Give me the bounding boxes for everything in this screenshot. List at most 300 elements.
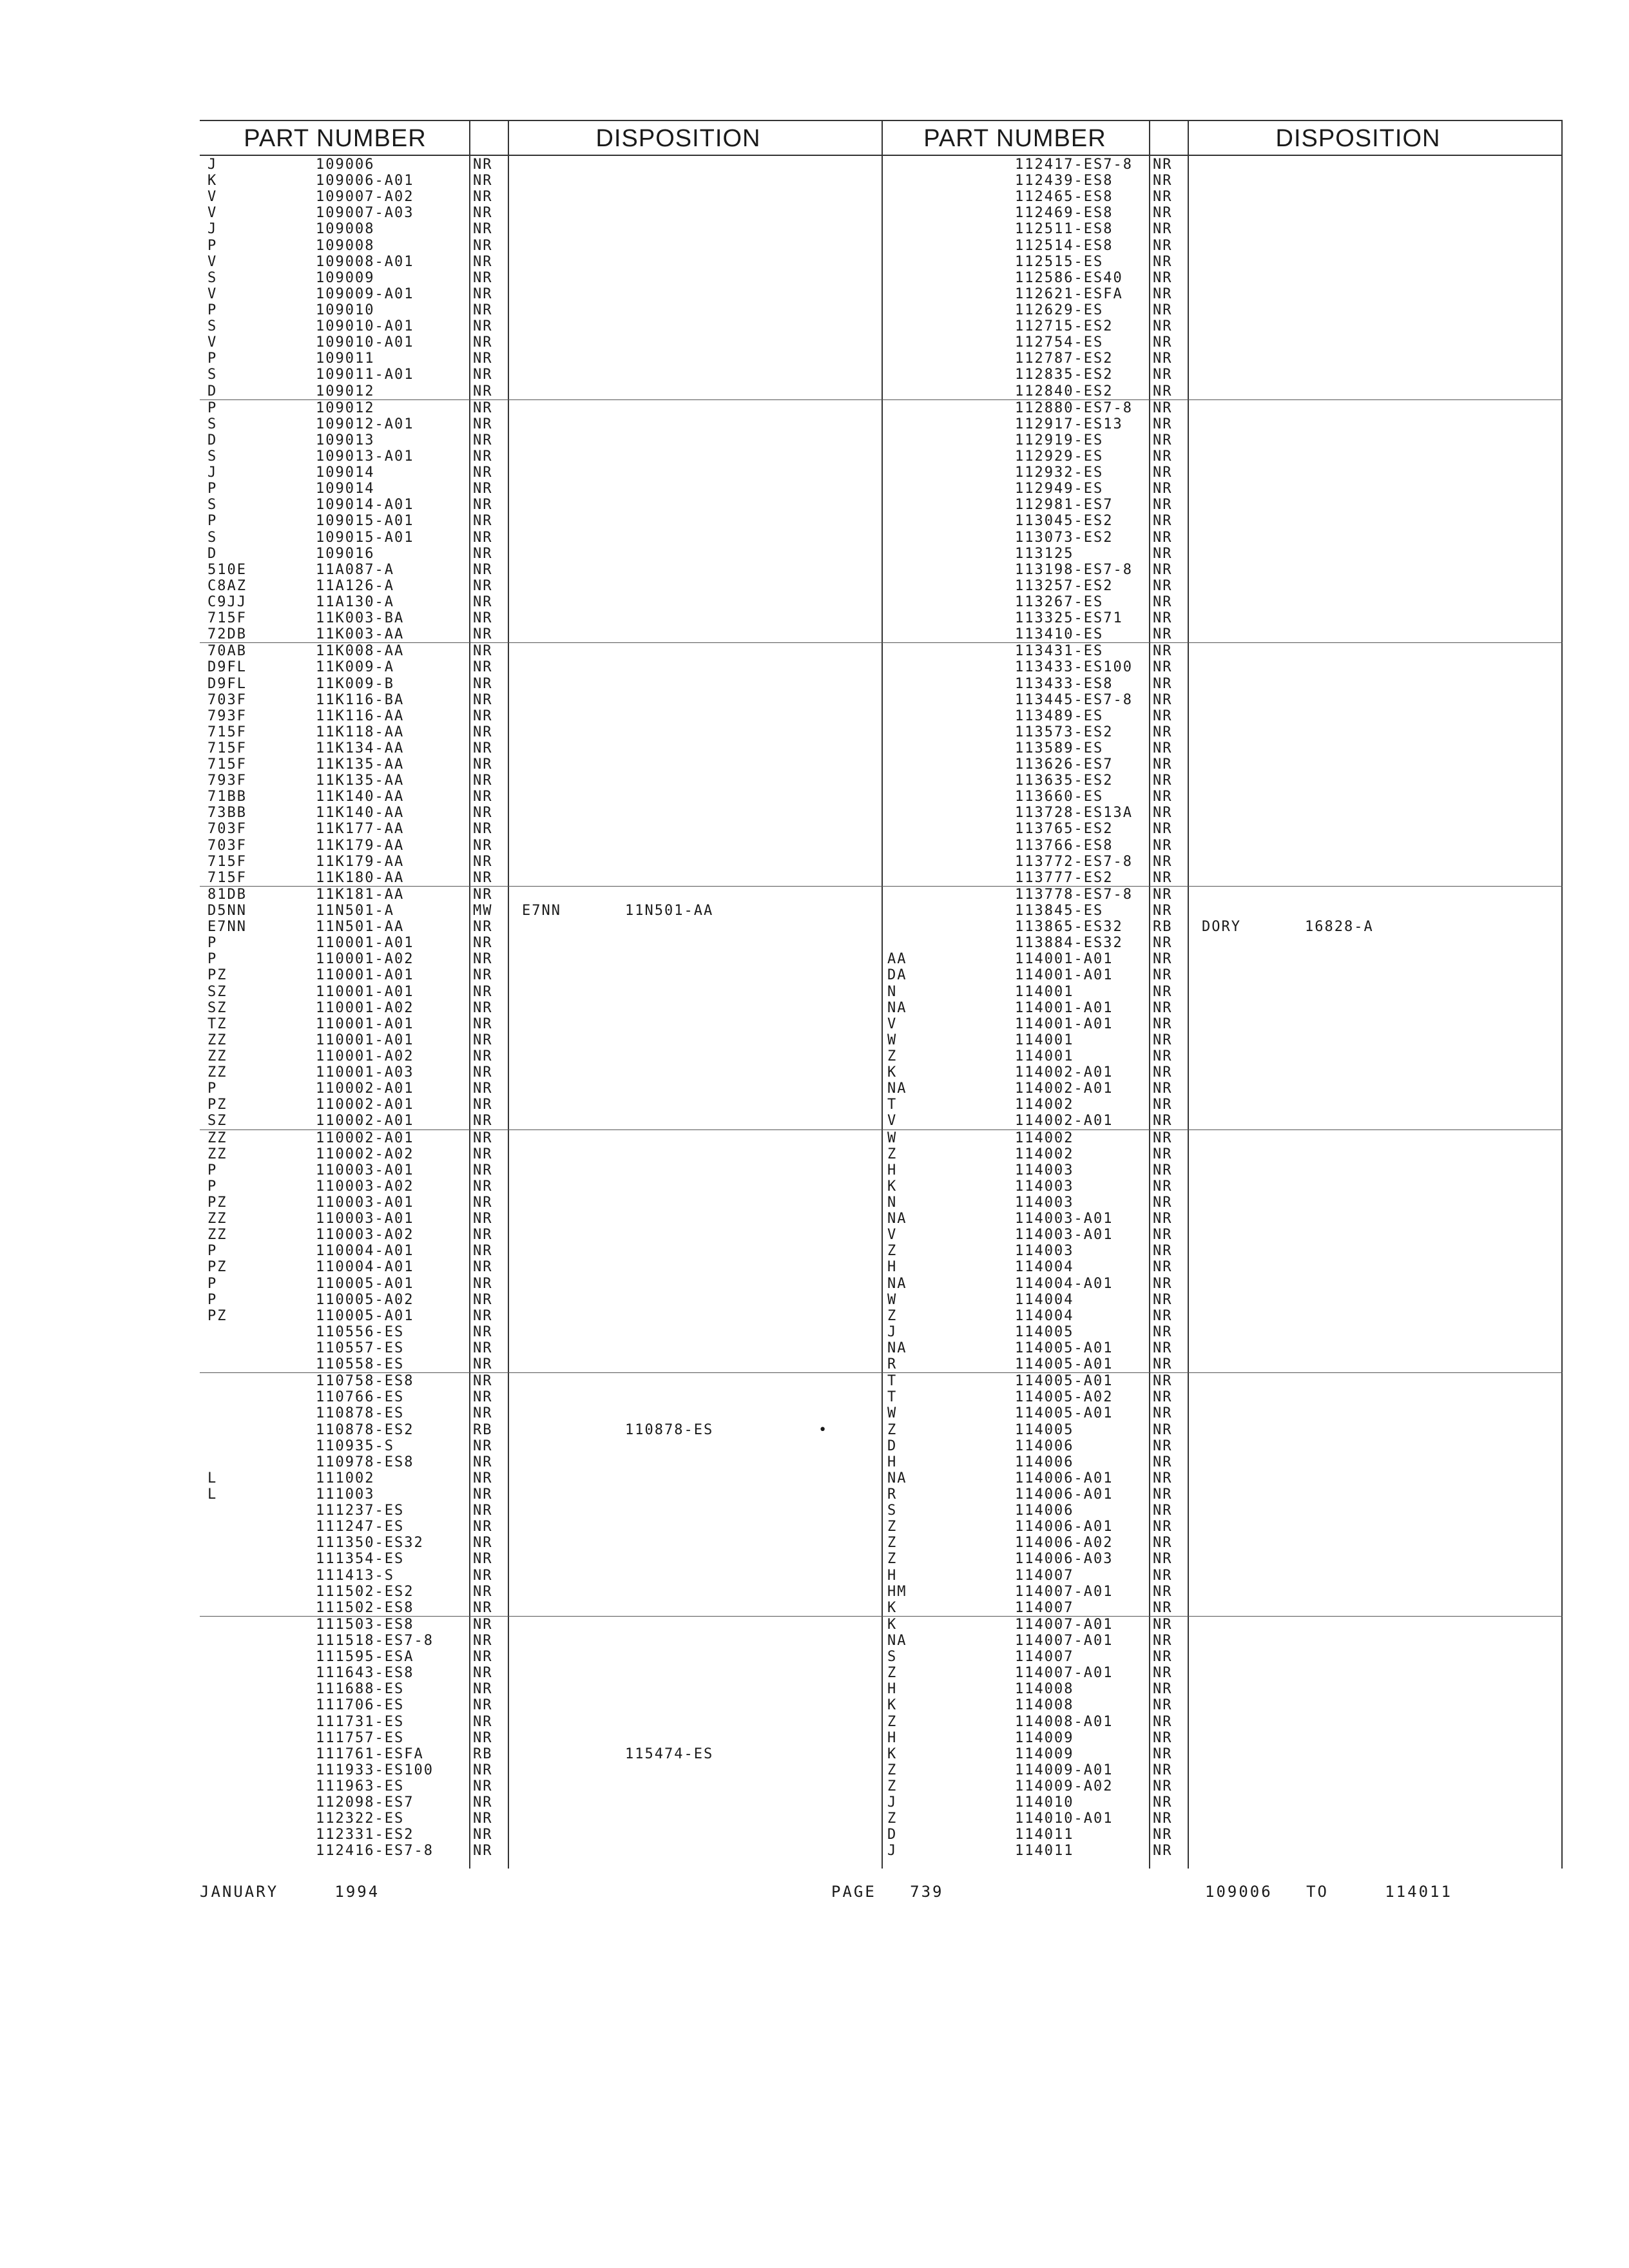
table-row xyxy=(880,1778,1563,1794)
prefix-cell: V xyxy=(887,1227,898,1244)
part-number-cell: 113635-ES2 xyxy=(1015,773,1113,789)
disposition-code-cell: NR xyxy=(473,1340,493,1356)
table-row xyxy=(200,416,883,432)
part-number-cell: 113445-ES7-8 xyxy=(1015,691,1133,708)
part-number-cell: 11K009-B xyxy=(316,675,394,692)
disposition-code-cell: NR xyxy=(1153,773,1173,789)
table-row xyxy=(200,773,883,789)
table-row xyxy=(880,530,1563,546)
part-number-cell: 109008-A01 xyxy=(316,253,414,270)
prefix-cell: S xyxy=(207,269,218,286)
prefix-cell: PZ xyxy=(207,1259,227,1276)
table-row xyxy=(880,1617,1563,1633)
prefix-cell: ZZ xyxy=(207,1048,227,1065)
part-number-cell: 110003-A01 xyxy=(316,1211,414,1227)
part-number-cell: 110005-A01 xyxy=(316,1275,414,1292)
disposition-ref-b-cell: 115474-ES xyxy=(625,1745,714,1762)
table-row xyxy=(200,1259,883,1275)
part-number-cell: 111761-ESFA xyxy=(316,1745,424,1762)
part-number-header: PART NUMBER xyxy=(244,125,427,152)
table-row xyxy=(880,1422,1563,1438)
prefix-cell: PZ xyxy=(207,967,227,984)
table-row xyxy=(880,1584,1563,1600)
disposition-code-cell: NR xyxy=(1153,1827,1173,1843)
disposition-code-cell: NR xyxy=(473,740,493,756)
prefix-cell: C9JJ xyxy=(207,593,247,610)
disposition-code-cell: NR xyxy=(1153,465,1173,481)
disposition-code-cell: NR xyxy=(1153,643,1173,660)
disposition-code-cell: NR xyxy=(473,1551,493,1568)
part-number-cell: 114006-A02 xyxy=(1015,1535,1113,1552)
disposition-code-cell: NR xyxy=(1153,935,1173,952)
disposition-code-cell: NR xyxy=(473,157,493,173)
part-number-cell: 114002-A01 xyxy=(1015,1081,1113,1097)
prefix-cell: 71BB xyxy=(207,789,247,805)
disposition-code-cell: NR xyxy=(1153,1162,1173,1178)
prefix-cell: Z xyxy=(887,1519,898,1535)
disposition-code-cell: NR xyxy=(1153,1421,1173,1438)
table-row xyxy=(880,1146,1563,1162)
disposition-code-cell: NR xyxy=(1153,1259,1173,1276)
disposition-code-cell: NR xyxy=(1153,1811,1173,1827)
header-rule xyxy=(880,155,1563,156)
disposition-code-cell: NR xyxy=(1153,821,1173,838)
prefix-cell: PZ xyxy=(207,1195,227,1211)
table-row xyxy=(200,205,883,221)
disposition-code-cell: NR xyxy=(1153,1713,1173,1730)
disposition-code-cell: NR xyxy=(473,221,493,238)
disposition-code-cell: NR xyxy=(473,1032,493,1048)
part-number-cell: 111503-ES8 xyxy=(316,1616,414,1633)
table-row xyxy=(200,1794,883,1811)
disposition-code-cell: NR xyxy=(1153,1729,1173,1746)
table-row xyxy=(880,1276,1563,1292)
table-row xyxy=(880,1259,1563,1275)
footer-range-to: TO xyxy=(1306,1883,1329,1901)
disposition-code-cell: NR xyxy=(1153,1762,1173,1778)
prefix-cell: K xyxy=(887,1599,898,1616)
table-row xyxy=(880,1762,1563,1778)
prefix-cell: D xyxy=(207,545,218,562)
part-number-cell: 113073-ES2 xyxy=(1015,529,1113,546)
disposition-code-cell: NR xyxy=(473,869,493,886)
table-row xyxy=(880,626,1563,643)
table-row xyxy=(880,578,1563,594)
part-number-cell: 112835-ES2 xyxy=(1015,367,1113,383)
table-row xyxy=(200,789,883,805)
disposition-code-cell: NR xyxy=(1153,789,1173,805)
prefix-cell: T xyxy=(887,1389,898,1406)
prefix-cell: P xyxy=(207,237,218,254)
table-row xyxy=(880,481,1563,497)
table-row xyxy=(200,1843,883,1859)
table-row xyxy=(200,1064,883,1081)
disposition-code-cell: NR xyxy=(473,173,493,189)
part-number-cell: 112331-ES2 xyxy=(316,1827,414,1843)
prefix-cell: ZZ xyxy=(207,1211,227,1227)
disposition-code-cell: NR xyxy=(1153,1048,1173,1065)
disposition-code-cell: NR xyxy=(1153,1340,1173,1356)
table-row xyxy=(200,546,883,562)
prefix-cell: Z xyxy=(887,1665,898,1682)
disposition-code-cell: NR xyxy=(473,481,493,497)
part-number-cell: 114006-A01 xyxy=(1015,1470,1113,1486)
table-row xyxy=(880,270,1563,286)
table-row xyxy=(200,1633,883,1649)
table-row xyxy=(880,773,1563,789)
part-number-cell: 109010-A01 xyxy=(316,318,414,335)
prefix-cell: L xyxy=(207,1470,218,1486)
disposition-code-cell: NR xyxy=(1153,659,1173,676)
disposition-header: DISPOSITION xyxy=(595,125,761,152)
part-number-cell: 110004-A01 xyxy=(316,1259,414,1276)
table-row xyxy=(200,692,883,708)
table-row xyxy=(200,1276,883,1292)
disposition-code-cell: NR xyxy=(473,821,493,838)
disposition-code-cell: NR xyxy=(473,886,493,903)
table-row xyxy=(880,643,1563,659)
prefix-cell: 793F xyxy=(207,773,247,789)
part-number-cell: 114006 xyxy=(1015,1503,1074,1519)
table-row xyxy=(200,448,883,465)
footer-date xyxy=(200,1883,380,1901)
part-number-cell: 111002 xyxy=(316,1470,375,1486)
part-number-cell: 109009 xyxy=(316,269,375,286)
disposition-code-cell: NR xyxy=(1153,983,1173,1000)
part-number-cell: 112514-ES8 xyxy=(1015,237,1113,254)
part-number-cell: 112949-ES xyxy=(1015,481,1104,497)
table-row xyxy=(200,1097,883,1113)
table-row xyxy=(880,1324,1563,1340)
disposition-code-cell: NR xyxy=(1153,1227,1173,1244)
table-row xyxy=(880,789,1563,805)
disposition-code-cell: NR xyxy=(1153,724,1173,740)
table-row xyxy=(880,1568,1563,1584)
disposition-code-cell: NR xyxy=(473,1307,493,1324)
prefix-cell: 715F xyxy=(207,869,247,886)
part-number-cell: 114001-A01 xyxy=(1015,999,1113,1016)
prefix-cell: 715F xyxy=(207,853,247,870)
table-row xyxy=(880,1195,1563,1211)
footer-page-label: PAGE xyxy=(831,1883,876,1901)
part-number-cell: 109006 xyxy=(316,157,375,173)
part-number-cell: 114005-A01 xyxy=(1015,1405,1113,1422)
part-number-cell: 112917-ES13 xyxy=(1015,416,1123,432)
disposition-code-cell: NR xyxy=(473,416,493,432)
disposition-code-cell: NR xyxy=(473,529,493,546)
disposition-code-cell: NR xyxy=(1153,1519,1173,1535)
part-number-cell: 114006 xyxy=(1015,1454,1074,1470)
prefix-cell: E7NN xyxy=(207,919,247,936)
prefix-cell: PZ xyxy=(207,1307,227,1324)
disposition-code-cell: NR xyxy=(1153,302,1173,318)
table-row xyxy=(200,1762,883,1778)
disposition-code-cell: NR xyxy=(1153,1064,1173,1081)
table-row xyxy=(880,1016,1563,1032)
table-row xyxy=(200,481,883,497)
part-number-cell: 11K179-AA xyxy=(316,837,405,854)
part-number-cell: 114003 xyxy=(1015,1178,1074,1195)
table-row xyxy=(200,984,883,1000)
disposition-code-cell: NR xyxy=(1153,205,1173,222)
table-row xyxy=(880,935,1563,951)
disposition-code-cell: NR xyxy=(473,1827,493,1843)
disposition-code-cell: NR xyxy=(1153,1373,1173,1390)
table-row xyxy=(200,1405,883,1421)
prefix-cell: ZZ xyxy=(207,1146,227,1162)
disposition-code-cell: NR xyxy=(1153,1567,1173,1584)
part-number-cell: 11K135-AA xyxy=(316,756,405,773)
part-number-cell: 114001 xyxy=(1015,1032,1074,1048)
prefix-cell: Z xyxy=(887,1551,898,1568)
prefix-cell: 703F xyxy=(207,821,247,838)
part-number-cell: 110005-A01 xyxy=(316,1307,414,1324)
disposition-code-cell: NR xyxy=(1153,1015,1173,1032)
table-row xyxy=(200,1178,883,1195)
disposition-code-cell: NR xyxy=(1153,399,1173,416)
table-row xyxy=(200,351,883,367)
disposition-code-cell: NR xyxy=(1153,1665,1173,1682)
part-number-cell: 111003 xyxy=(316,1486,375,1503)
disposition-code-cell: NR xyxy=(473,1616,493,1633)
disposition-code-cell: NR xyxy=(1153,1211,1173,1227)
prefix-cell: K xyxy=(887,1745,898,1762)
table-row xyxy=(880,173,1563,189)
table-row xyxy=(880,1714,1563,1730)
footer-year: 1994 xyxy=(334,1883,380,1901)
part-number-cell: 112929-ES xyxy=(1015,448,1104,465)
disposition-code-cell: NR xyxy=(1153,285,1173,302)
prefix-cell: NA xyxy=(887,1470,907,1486)
prefix-cell: 715F xyxy=(207,756,247,773)
disposition-code-cell: NR xyxy=(1153,1356,1173,1373)
row-list xyxy=(200,157,883,1859)
disposition-code-cell: NR xyxy=(473,577,493,594)
disposition-code-cell: NR xyxy=(1153,1583,1173,1600)
part-number-cell: 111963-ES xyxy=(316,1778,405,1794)
table-row xyxy=(200,1519,883,1535)
table-row xyxy=(880,1519,1563,1535)
disposition-code-cell: NR xyxy=(1153,951,1173,968)
part-number-cell: 114005-A02 xyxy=(1015,1389,1113,1406)
disposition-code-cell: NR xyxy=(473,1778,493,1794)
disposition-code-cell: NR xyxy=(1153,1081,1173,1097)
prefix-cell: D9FL xyxy=(207,675,247,692)
table-row xyxy=(200,903,883,919)
table-row xyxy=(880,1064,1563,1081)
table-row xyxy=(880,838,1563,854)
table-row xyxy=(200,1486,883,1503)
table-row xyxy=(200,659,883,675)
part-number-cell: 114011 xyxy=(1015,1827,1074,1843)
disposition-code-cell: NR xyxy=(473,983,493,1000)
table-row xyxy=(880,238,1563,254)
disposition-code-cell: NR xyxy=(473,1632,493,1649)
prefix-cell: J xyxy=(207,221,218,238)
prefix-cell: S xyxy=(887,1503,898,1519)
table-row xyxy=(880,1681,1563,1697)
part-number-cell: 109010-A01 xyxy=(316,334,414,351)
part-number-cell: 11K116-AA xyxy=(316,707,405,724)
disposition-code-cell: NR xyxy=(1153,837,1173,854)
disposition-code-cell: NR xyxy=(473,1064,493,1081)
part-number-cell: 114008 xyxy=(1015,1697,1074,1714)
part-number-cell: 111933-ES100 xyxy=(316,1762,434,1778)
table-row xyxy=(880,984,1563,1000)
prefix-cell: Z xyxy=(887,1146,898,1162)
part-number-cell: 11K140-AA xyxy=(316,789,405,805)
footer-range xyxy=(1205,1883,1452,1901)
part-number-cell: 112416-ES7-8 xyxy=(316,1843,434,1860)
table-row xyxy=(200,157,883,173)
footer-month: JANUARY xyxy=(200,1883,279,1901)
prefix-cell: 510E xyxy=(207,561,247,578)
top-rule xyxy=(880,120,1563,121)
table-row xyxy=(880,870,1563,887)
disposition-code-cell: NR xyxy=(473,1275,493,1292)
part-number-cell: 114003 xyxy=(1015,1243,1074,1260)
part-number-cell: 113410-ES xyxy=(1015,626,1104,643)
part-number-cell: 114010-A01 xyxy=(1015,1811,1113,1827)
table-row xyxy=(880,1081,1563,1097)
part-number-cell: 110002-A01 xyxy=(316,1081,414,1097)
disposition-code-cell: NR xyxy=(473,1227,493,1244)
disposition-code-cell: NR xyxy=(473,1129,493,1146)
table-row xyxy=(200,578,883,594)
part-number-cell: 113660-ES xyxy=(1015,789,1104,805)
prefix-cell: D xyxy=(207,383,218,399)
disposition-code-cell: NR xyxy=(1153,903,1173,919)
disposition-code-cell: NR xyxy=(473,1373,493,1390)
table-row xyxy=(880,189,1563,205)
part-number-cell: 112919-ES xyxy=(1015,432,1104,448)
disposition-code-cell: NR xyxy=(1153,1470,1173,1486)
table-row xyxy=(200,286,883,302)
table-row xyxy=(200,1535,883,1551)
table-row xyxy=(200,432,883,448)
disposition-code-cell: NR xyxy=(1153,173,1173,189)
prefix-cell: V xyxy=(887,1015,898,1032)
disposition-code-cell: NR xyxy=(1153,318,1173,335)
part-number-cell: 113267-ES xyxy=(1015,593,1104,610)
prefix-cell: 793F xyxy=(207,707,247,724)
prefix-cell: NA xyxy=(887,1340,907,1356)
table-row xyxy=(880,1633,1563,1649)
part-number-cell: 111688-ES xyxy=(316,1681,405,1698)
part-number-cell: 114009-A01 xyxy=(1015,1762,1113,1778)
table-row xyxy=(200,562,883,578)
disposition-code-cell: NR xyxy=(473,189,493,206)
part-number-cell: 109014-A01 xyxy=(316,497,414,514)
table-row xyxy=(880,659,1563,675)
disposition-code-cell: NR xyxy=(1153,1794,1173,1811)
part-number-cell: 109009-A01 xyxy=(316,285,414,302)
prefix-cell: H xyxy=(887,1729,898,1746)
top-rule xyxy=(200,120,883,121)
part-number-cell: 111247-ES xyxy=(316,1519,405,1535)
part-number-cell: 114001-A01 xyxy=(1015,1015,1113,1032)
disposition-code-cell: NR xyxy=(473,302,493,318)
part-number-cell: 111518-ES7-8 xyxy=(316,1632,434,1649)
table-row xyxy=(200,1503,883,1519)
table-row xyxy=(200,1146,883,1162)
part-number-cell: 111237-ES xyxy=(316,1503,405,1519)
disposition-code-cell: NR xyxy=(1153,416,1173,432)
disposition-code-cell: NR xyxy=(473,1843,493,1860)
table-row xyxy=(880,513,1563,529)
table-row xyxy=(200,643,883,659)
disposition-code-cell: NR xyxy=(473,513,493,530)
part-number-cell: 113772-ES7-8 xyxy=(1015,853,1133,870)
disposition-code-cell: NR xyxy=(1153,691,1173,708)
prefix-cell: H xyxy=(887,1567,898,1584)
table-row xyxy=(200,318,883,334)
part-number-cell: 110001-A02 xyxy=(316,951,414,968)
prefix-cell: P xyxy=(207,935,218,952)
disposition-code-cell: NR xyxy=(1153,1243,1173,1260)
footer-range-end: 114011 xyxy=(1385,1883,1452,1901)
disposition-code-cell: NR xyxy=(473,1583,493,1600)
table-row xyxy=(200,1454,883,1470)
table-row xyxy=(200,254,883,270)
part-number-cell: 110003-A01 xyxy=(316,1162,414,1178)
part-number-cell: 109010 xyxy=(316,302,375,318)
table-row xyxy=(880,1356,1563,1373)
part-number-cell: 110766-ES xyxy=(316,1389,405,1406)
table-row xyxy=(200,1778,883,1794)
table-row xyxy=(200,1081,883,1097)
disposition-code-cell: NR xyxy=(473,1195,493,1211)
disposition-code-cell: NR xyxy=(473,269,493,286)
disposition-code-cell: NR xyxy=(473,1097,493,1113)
disposition-code-cell: NR xyxy=(473,675,493,692)
table-row xyxy=(200,1600,883,1617)
disposition-code-cell: NR xyxy=(473,334,493,351)
prefix-cell: S xyxy=(207,529,218,546)
footer-page xyxy=(831,1883,944,1901)
disposition-code-cell: NR xyxy=(473,545,493,562)
disposition-ref-b-cell: 11N501-AA xyxy=(625,903,714,919)
disposition-code-cell: NR xyxy=(473,1146,493,1162)
table-row xyxy=(200,221,883,237)
table-row xyxy=(880,887,1563,903)
table-row xyxy=(880,1292,1563,1308)
disposition-code-cell: NR xyxy=(1153,448,1173,465)
disposition-code-cell: NR xyxy=(473,1713,493,1730)
part-number-cell: 11A130-A xyxy=(316,593,394,610)
disposition-code-cell: NR xyxy=(473,1405,493,1422)
part-number-cell: 113433-ES8 xyxy=(1015,675,1113,692)
part-number-cell: 113845-ES xyxy=(1015,903,1104,919)
table-row xyxy=(200,951,883,967)
prefix-cell: J xyxy=(887,1794,898,1811)
disposition-code-cell: NR xyxy=(1153,1778,1173,1794)
part-number-cell: 114004 xyxy=(1015,1291,1074,1308)
part-number-cell: 11K179-AA xyxy=(316,853,405,870)
prefix-cell: S xyxy=(887,1649,898,1666)
part-number-header: PART NUMBER xyxy=(923,125,1106,152)
disposition-code-cell: NR xyxy=(473,1389,493,1406)
table-row xyxy=(200,1470,883,1486)
prefix-cell: N xyxy=(887,1195,898,1211)
prefix-cell: 72DB xyxy=(207,626,247,643)
disposition-code-cell: NR xyxy=(1153,383,1173,399)
prefix-cell: V xyxy=(207,334,218,351)
part-number-cell: 114007-A01 xyxy=(1015,1583,1113,1600)
disposition-code-cell: NR xyxy=(1153,999,1173,1016)
table-row xyxy=(880,286,1563,302)
table-row xyxy=(880,367,1563,383)
